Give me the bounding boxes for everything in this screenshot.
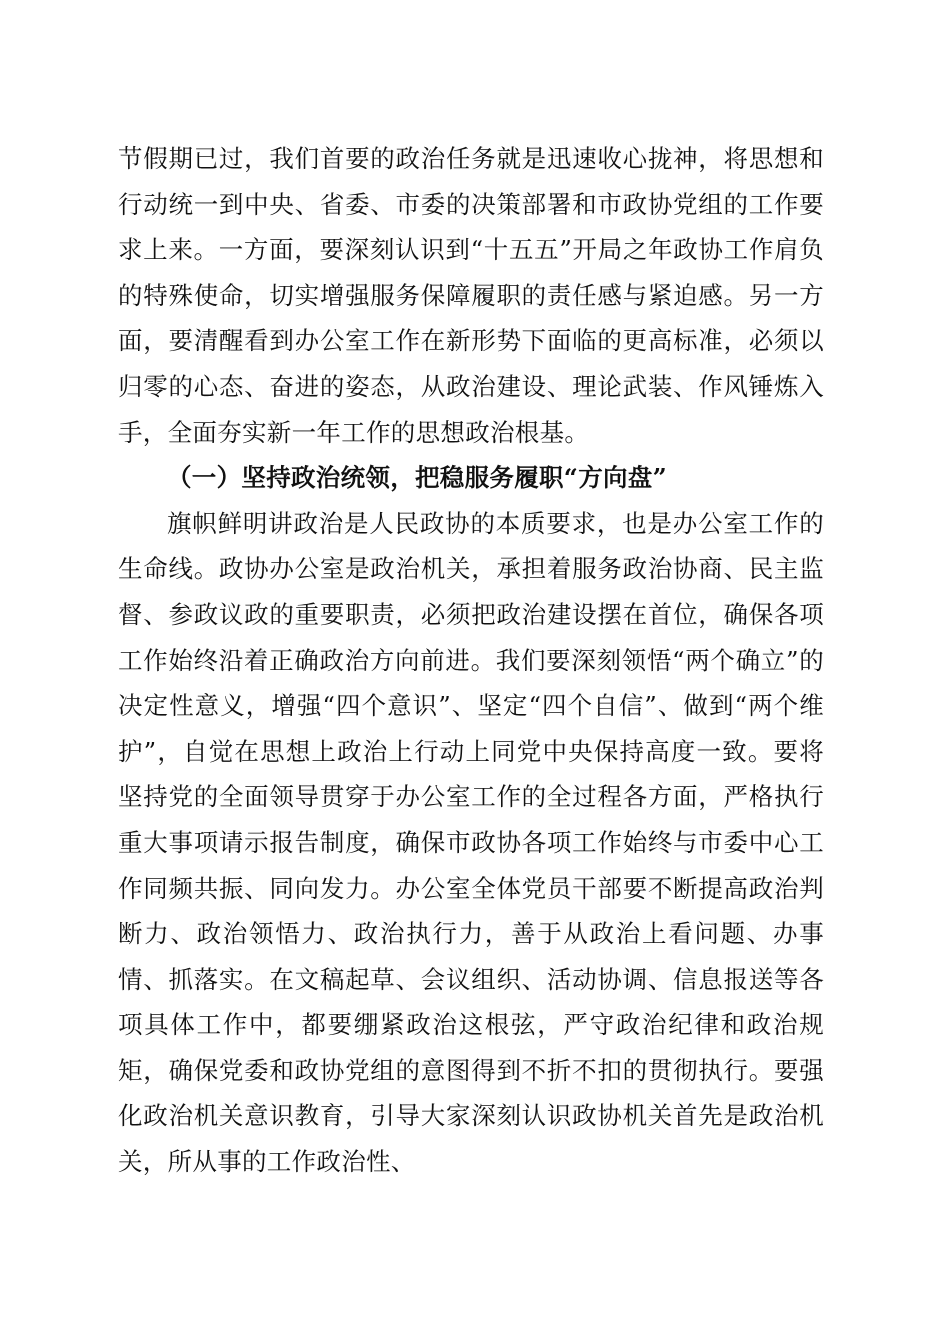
document-page <box>118 136 824 1185</box>
section-heading: （一）坚持政治统领，把稳服务履职“方向盘” <box>167 463 667 493</box>
body-paragraph: 旗帜鲜明讲政治是人民政协的本质要求，也是办公室工作的生命线。政协办公室是政治机关，承担着服务政治协商、民主监督、参政议政的重要职责，必须把政治建设摆在首位，确保各项工作始终沿着正确政治方向前进。我们要深刻领悟“两个确立”的决定性意义，增强“四个意识”、坚定“四个自信”、做到“两个维护”，自觉在思想上政治上行动上同党中央保持高度一致。要将坚持党的全面领导贯穿于办公室工作的全过程各方面，严格执行重大事项请示报告制度，确保市政协各项工作始终与市委中心工作同频共振、同向发力。办公室全体党员干部要不断提高政治判断力、政治领悟力、政治执行力，善于从政治上看问题、办事情、抓落实。在文稿起草、会议组织、活动协调、信息报送等各项具体工作中，都要绷紧政治这根弦，严守政治纪律和政治规矩，确保党委和政协党组的意图得到不折不扣的贯彻执行。要强化政治机关意识教育，引导大家深刻认识政协机关首先是政治机关，所从事的工作政治性、 <box>118 508 825 1177</box>
body-paragraph-continued: 节假期已过，我们首要的政治任务就是迅速收心拢神，将思想和行动统一到中央、省委、市委的决策部署和市政协党组的工作要求上来。一方面，要深刻认识到“十五五”开局之年政协工作肩负的特殊使命，切实增强服务保障履职的责任感与紧迫感。另一方面，要清醒看到办公室工作在新形势下面临的更高标准，必须以归零的心态、奋进的姿态，从政治建设、理论武装、作风锤炼入手，全面夯实新一年工作的思想政治根基。 <box>118 144 824 447</box>
